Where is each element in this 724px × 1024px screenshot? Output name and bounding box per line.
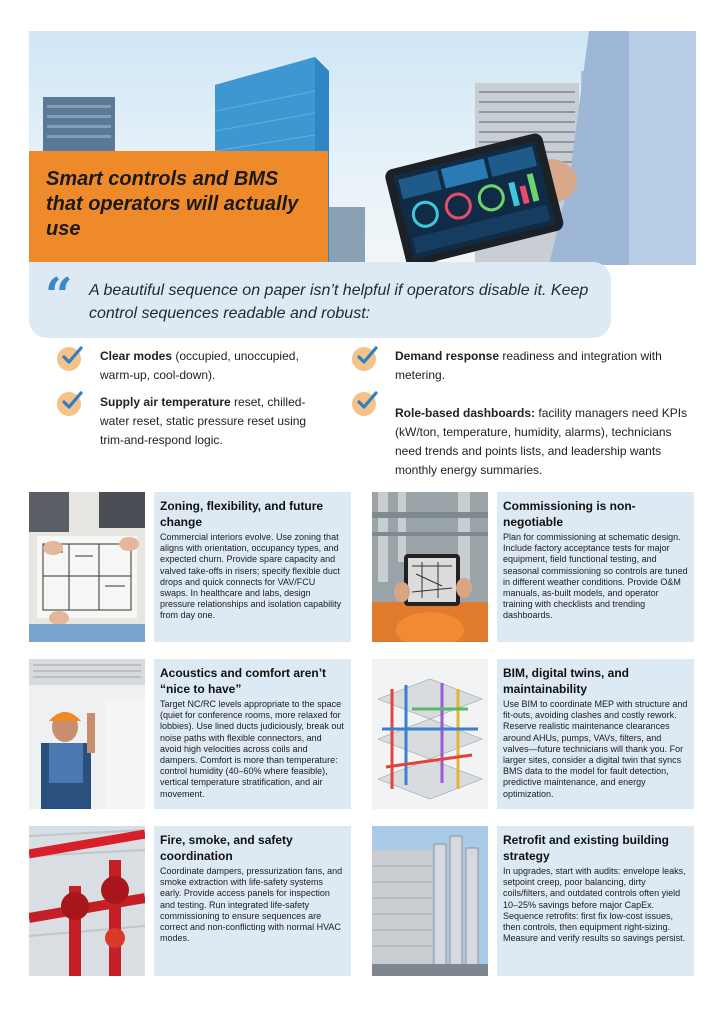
card-title: Zoning, flexibility, and future change [160, 499, 324, 529]
card-text: Target NC/RC levels appropriate to the space (quiet for conference rooms, more relaxed for lobbies). Use lined ducts judiciously, break out noise paths with flexible connectors, and avoid high velocities across coils and dampers. Comfort is more than temperature: control humidity (40–60% where feasible), vertical temperature stratification, and air movement. [160, 699, 344, 799]
card-text: Commercial interiors evolve. Use zoning that aligns with orientation, occupancy types, and expected churn. Provide spare capacity and valved take-offs in risers; specify flexible duct drops and quick connects for VAV/FCU swaps. In healthcare and labs, design pressure relationships and isolation capability from day one. [160, 532, 342, 621]
card-acoustics [154, 659, 351, 809]
card-commissioning [497, 492, 694, 642]
card-image-commissioning [372, 492, 488, 642]
card-title: Commissioning is non-negotiable [503, 499, 636, 529]
card-retrofit [497, 826, 694, 976]
pull-quote-text: A beautiful sequence on paper isn’t helpful if operators disable it. Keep control sequences readable and robust: [89, 282, 589, 322]
checklist-item: Supply air temperature reset, chilled-water reset, static pressure reset using trim-and-respond logic. [100, 395, 307, 447]
card-zoning [154, 492, 351, 642]
card-text: Use BIM to coordinate MEP with structure and fit-outs, avoiding clashes and costly rework. Reserve realistic maintenance clearances around AHUs, pumps, VAVs, filters, and valves—future technicians will thank you. For larger sites, consider a digital twin that syncs BMS data to the model for fault detection, predictive maintenance, and energy optimization. [503, 699, 688, 799]
checkmark-icon [352, 392, 376, 416]
card-text: Coordinate dampers, pressurization fans, and smoke extraction with life-safety systems early. Provide access panels for inspection and testing. Run integrated life-safety commissioning to ensure sequences are correct and non-conflicting with normal HVAC modes. [160, 866, 343, 944]
card-image-fire-pipes [29, 826, 145, 976]
card-image-bim-model [372, 659, 488, 809]
card-image-floor-plan [29, 492, 145, 642]
card-bim [497, 659, 694, 809]
checklist-item: Demand response readiness and integration with metering. [395, 349, 662, 382]
checkmark-icon [352, 347, 376, 371]
card-title: Acoustics and comfort aren’t “nice to have” [160, 666, 327, 696]
checklist-item: Role-based dashboards: facility managers need KPIs (kW/ton, temperature, humidity, alarms), technicians need trends and points lists, and leadership wants monthly energy summaries. [395, 406, 688, 477]
card-text: In upgrades, start with audits: envelope leaks, setpoint creep, poor balancing, dirty coils/filters, and outdated controls often yield 10–25% savings before major CapEx. Sequence retrofits: first fix low-cost issues, then controls, then equipment right-sizing. Measure and verify results so savings persist. [503, 866, 686, 944]
card-image-ductwork [372, 826, 488, 976]
checkmark-icon [57, 392, 81, 416]
card-text: Plan for commissioning at schematic design. Include factory acceptance tests for major equipment, field functional testing, and seasonal commissioning so controls are tuned in different weather conditions. Provide O&M manuals, as-built models, and operator training with checklists and trending dashboards. [503, 532, 688, 621]
card-fire-safety [154, 826, 351, 976]
card-title: BIM, digital twins, and maintainability [503, 666, 629, 696]
card-title: Retrofit and existing building strategy [503, 833, 669, 863]
checkmark-icon [57, 347, 81, 371]
checklist-item: Clear modes (occupied, unoccupied, warm-up, cool-down). [100, 349, 299, 382]
page-title: Smart controls and BMS that operators will actually use [46, 168, 299, 240]
quote-icon: “ [45, 268, 73, 324]
card-image-technician [29, 659, 145, 809]
card-title: Fire, smoke, and safety coordination [160, 833, 293, 863]
